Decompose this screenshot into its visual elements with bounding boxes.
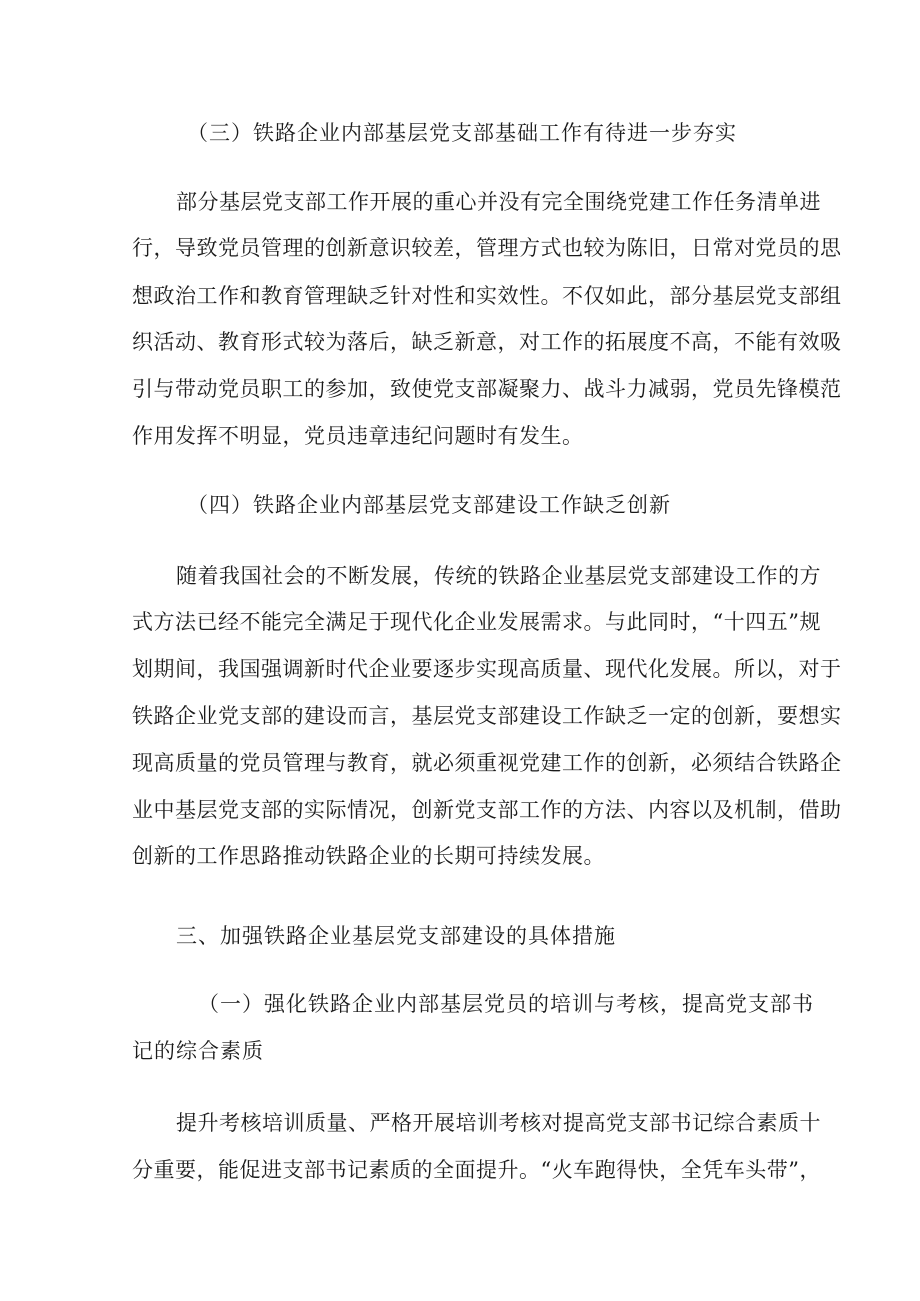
paragraph-line: 引与带动党员职工的参加，致使党支部凝聚力、战斗力减弱，党员先锋模范 (132, 377, 842, 401)
paragraph-line: 划期间，我国强调新时代企业要逐步实现高质量、现代化发展。所以，对于 (132, 657, 842, 681)
paragraph-line: 想政治工作和教育管理缺乏针对性和实效性。不仅如此，部分基层党支部组 (132, 284, 842, 308)
paragraph-line: 现高质量的党员管理与教育，就必须重视党建工作的创新，必须结合铁路企 (132, 751, 842, 775)
paragraph-line: 创新的工作思路推动铁路企业的长期可持续发展。 (132, 844, 605, 868)
paragraph-line: 随着我国社会的不断发展，传统的铁路企业基层党支部建设工作的方 (176, 564, 821, 588)
paragraph-line: 织活动、教育形式较为落后，缺乏新意，对工作的拓展度不高，不能有效吸 (132, 330, 842, 354)
section-heading-3-3: （三）铁路企业内部基层党支部基础工作有待进一步夯实 (187, 121, 737, 145)
paragraph-line: 行，导致党员管理的创新意识较差，管理方式也较为陈旧，日常对党员的思 (132, 236, 842, 260)
paragraph-line: 铁路企业党支部的建设而言，基层党支部建设工作缺乏一定的创新，要想实 (132, 704, 842, 728)
paragraph-line: 作用发挥不明显，党员违章违纪问题时有发生。 (132, 424, 584, 448)
paragraph-line: 式方法已经不能完全满足于现代化企业发展需求。与此同时，“十四五”规 (132, 610, 821, 634)
section-heading-3-4: （四）铁路企业内部基层党支部建设工作缺乏创新 (187, 493, 671, 517)
paragraph-line: 提升考核培训质量、严格开展培训考核对提高党支部书记综合素质十 (176, 1111, 821, 1135)
section-heading-c3-1-cont: 记的综合素质 (132, 1039, 264, 1063)
chapter-heading-3: 三、加强铁路企业基层党支部建设的具体措施 (176, 924, 616, 948)
paragraph-line: 业中基层党支部的实际情况，创新党支部工作的方法、内容以及机制，借助 (132, 798, 842, 822)
paragraph-line: 分重要，能促进支部书记素质的全面提升。“火车跑得快，全凭车头带”， (132, 1158, 821, 1182)
section-heading-c3-1: （一）强化铁路企业内部基层党员的培训与考核，提高党支部书 (198, 992, 814, 1016)
paragraph-line: 部分基层党支部工作开展的重心并没有完全围绕党建工作任务清单进 (176, 190, 821, 214)
